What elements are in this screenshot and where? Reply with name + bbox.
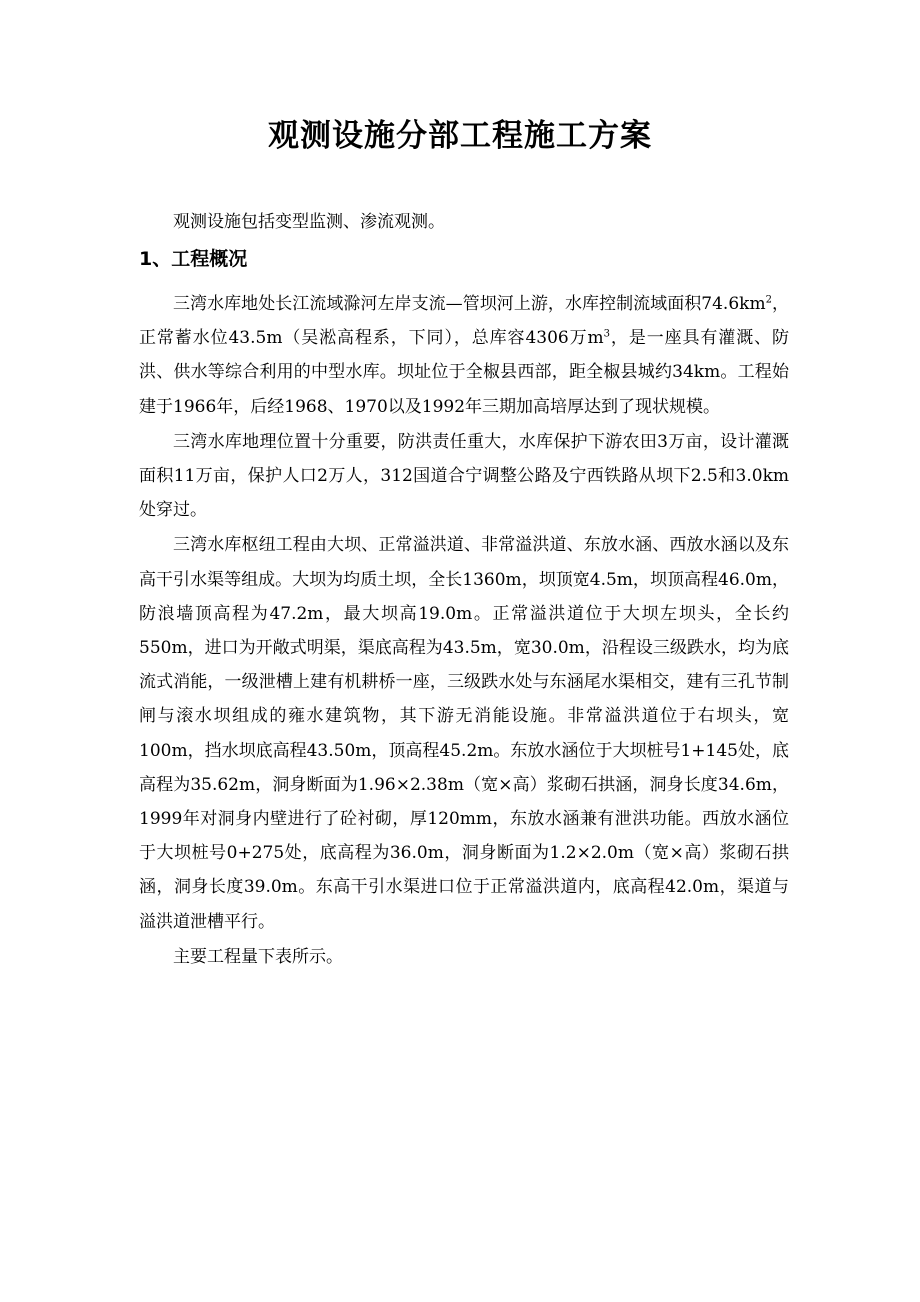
paragraph-overview-part-c: ，是一座具有灌溉、防洪、供水等综合利用的中型水库。坝址位于全椒县西部，距全椒县城约34km。工程始建于1966年，后经1968、1970以及1992年三期加高培厚达到了现状规模。 [139,328,790,417]
paragraph-location: 三湾水库地理位置十分重要，防洪责任重大，水库保护下游农田3万亩，设计灌溉面积11万亩，保护人口2万人，312国道合宁调整公路及宁西铁路从坝下2.5和3.0km处穿过。 [139,431,789,521]
section-body [139,287,789,975]
paragraph-structures: 三湾水库枢纽工程由大坝、正常溢洪道、非常溢洪道、东放水涵、西放水涵以及东高干引水渠等组成。大坝为均质土坝，全长1360m，坝顶宽4.5m，坝顶高程46.0m，防浪墙顶高程为47.2m，最大坝高19.0m。正常溢洪道位于大坝左坝头，全长约550m，进口为开敞式明渠，渠底高程为43.5m，宽30.0m，沿程设三级跌水，均为底流式消能，一级泄槽上建有机耕桥一座，三级跌水处与东涵尾水渠相交，建有三孔节制闸与滚水坝组成的雍水建筑物，其下游无消能设施。非常溢洪道位于右坝头，宽100m，挡水坝底高程43.50m，顶高程45.2m。东放水涵位于大坝桩号1+145处，底高程为35.62m，洞身断面为1.96×2.38m（宽×高）浆砌石拱涵，洞身长度34.6m，1999年对洞身内壁进行了砼衬砌，厚120mm，东放水涵兼有泄洪功能。西放水涵位于大坝桩号0+275处，底高程为36.0m，洞身断面为1.2×2.0m（宽×高）浆砌石拱涵，洞身长度39.0m。东高干引水渠进口位于正常溢洪道内，底高程42.0m，渠道与溢洪道泄槽平行。 [139,535,789,932]
paragraph-overview [139,287,789,424]
section-heading: 1、工程概况 [139,248,248,270]
paragraph-overview-part-a: 三湾水库地处长江流域滁河左岸支流—管坝河上游，水库控制流域面积74.6km [173,294,766,314]
paragraph-quantities: 主要工程量下表所示。 [173,946,343,967]
superscript-2: 2 [765,294,772,306]
paragraph-overview-part-b: ，正常蓄水位43.5m（吴淞高程系，下同），总库容4306万m [139,294,789,349]
intro-paragraph: 观测设施包括变型监测、渗流观测。 [173,212,445,232]
superscript-3: 3 [603,328,611,340]
document-title: 观测设施分部工程施工方案 [268,118,652,154]
